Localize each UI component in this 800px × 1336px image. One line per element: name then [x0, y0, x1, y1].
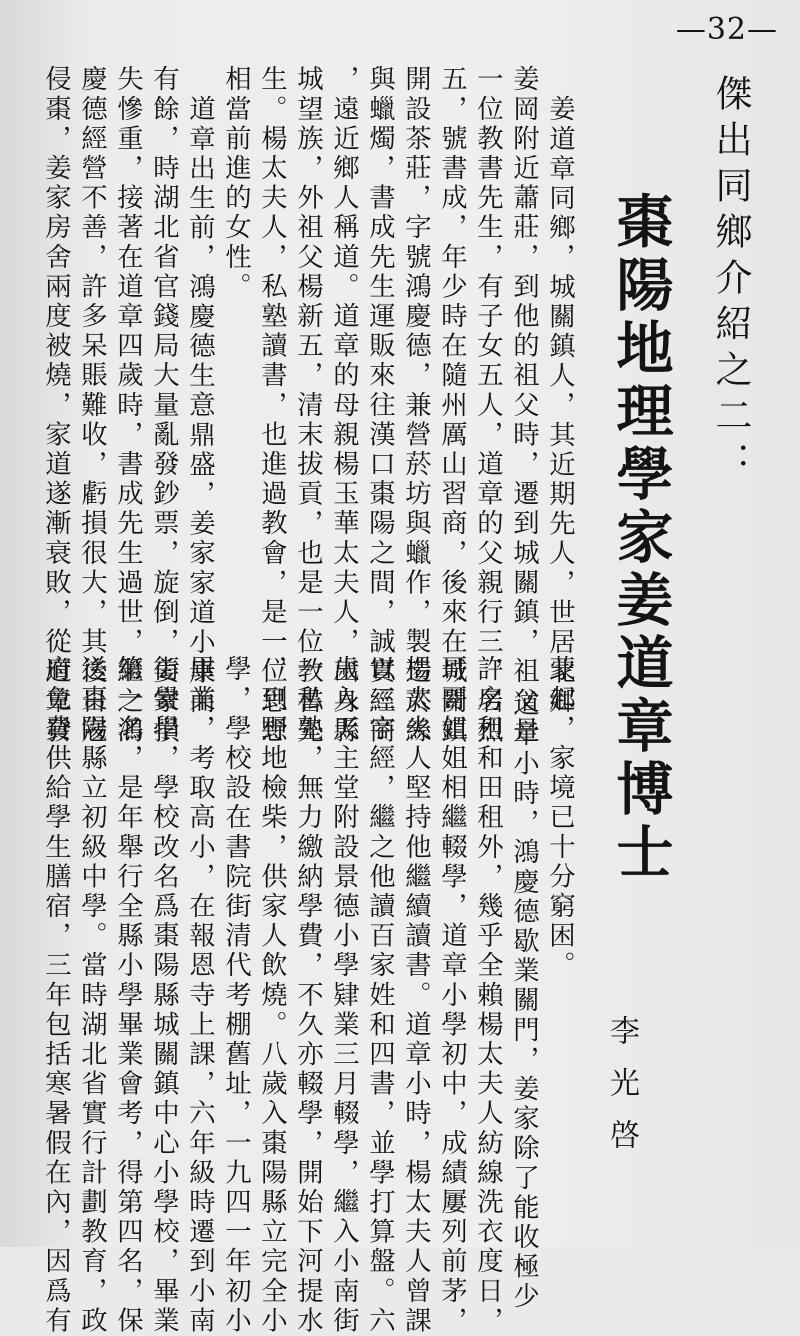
text-column: 姜道章同鄉，城關鎮人，其近期先人，世居北鄉 — [544, 95, 576, 717]
text-column: 街黌學，學校改名爲棗陽縣城關鎮中心小學校，畢業 — [148, 655, 180, 1336]
text-column: 蒙起，家境已十分窮困。 — [544, 655, 576, 981]
text-column: 開設茶莊，字號鴻慶德，兼營菸坊與蠟作，製造菸絲 — [400, 65, 432, 746]
text-column: 以三字經，繼之他讀百家姓和四書，並學打算盤。六 — [364, 655, 396, 1336]
page-number: —32— — [675, 12, 778, 47]
text-column: 楊太夫人堅持他繼續讀書。道章小時，楊太夫人曾課 — [400, 655, 432, 1336]
text-column: 一位教書先生，有子女五人，道章的父親行三，名烈 — [472, 65, 504, 746]
text-column: 道章出生前，鴻慶德生意鼎盛，姜家家道小康而 — [184, 95, 216, 717]
text-column: 許房租和田租外，幾乎全賴楊太夫人紡線洗衣度日， — [472, 655, 504, 1336]
text-column: 有餘，時湖北省官錢局大量亂發鈔票，旋倒，姜家損 — [148, 65, 180, 746]
series-title: 傑出同鄉介紹之二： — [709, 74, 752, 488]
author-name: 李光啓 — [604, 1015, 639, 1171]
text-column: 五，號書成，年少時在隨州厲山習商，後來在城關鎮 — [436, 65, 468, 746]
text-column: 第一名，是年舉行全縣小學畢業會考，得第四名，保 — [112, 655, 144, 1336]
text-column: 畢業，考取高小，在報恩寺上課，六年級時遷到小南 — [184, 655, 216, 1336]
article-title: 棗陽地理學家姜道章博士 — [607, 192, 674, 885]
text-column: ，遠近鄉人稱道。道章的母親楊玉華太夫人，出身縣 — [328, 65, 360, 746]
text-column: 與蠟燭，書成先生運販來往漢口棗陽之間，誠實經商 — [364, 65, 396, 746]
text-column: 學，學校設在書院街清代考棚舊址，一九四一年初小 — [220, 655, 252, 1336]
text-column: 送棗陽縣立初級中學。當時湖北省實行計劃教育，政 — [76, 655, 108, 1336]
text-column: 姜岡附近蕭莊，到他的祖父時，遷到城關鎮，祖父是 — [508, 65, 540, 746]
text-column: 侵棗，姜家房舍兩度被燒，家道遂漸衰敗，從道章發 — [40, 65, 72, 746]
text-column: 歲入天主堂附設景德小學肄業三月輟學，繼入小南街 — [328, 655, 360, 1336]
text-column: 一私塾，無力繳納學費，不久亦輟學，開始下河提水 — [292, 655, 324, 1336]
text-column: 生。楊太夫人，私塾讀書，也進過教會，是一位思想 — [256, 65, 288, 746]
text-column: 道章小時，鴻慶德歇業關門，姜家除了能收極少 — [508, 690, 540, 1312]
text-column: 慶德經營不善，許多呆賬難收，虧損很大，其後日寇 — [76, 65, 108, 746]
text-column: 哥哥姐姐相繼輟學，道章小學初中，成績屢列前茅， — [436, 655, 468, 1336]
text-column: 府免費供給學生膳宿，三年包括寒暑假在內，因爲有 — [40, 655, 72, 1336]
text-column: ，到野地檢柴，供家人飲燒。八歲入棗陽縣立完全小 — [256, 655, 288, 1336]
text-column: 相當前進的女性。 — [220, 65, 252, 302]
text-column: 城望族，外祖父楊新五，清末拔貢，也是一位教書先 — [292, 65, 324, 746]
text-column: 失慘重，接著在道章四歲時，書成先生過世，繼之鴻 — [112, 65, 144, 746]
